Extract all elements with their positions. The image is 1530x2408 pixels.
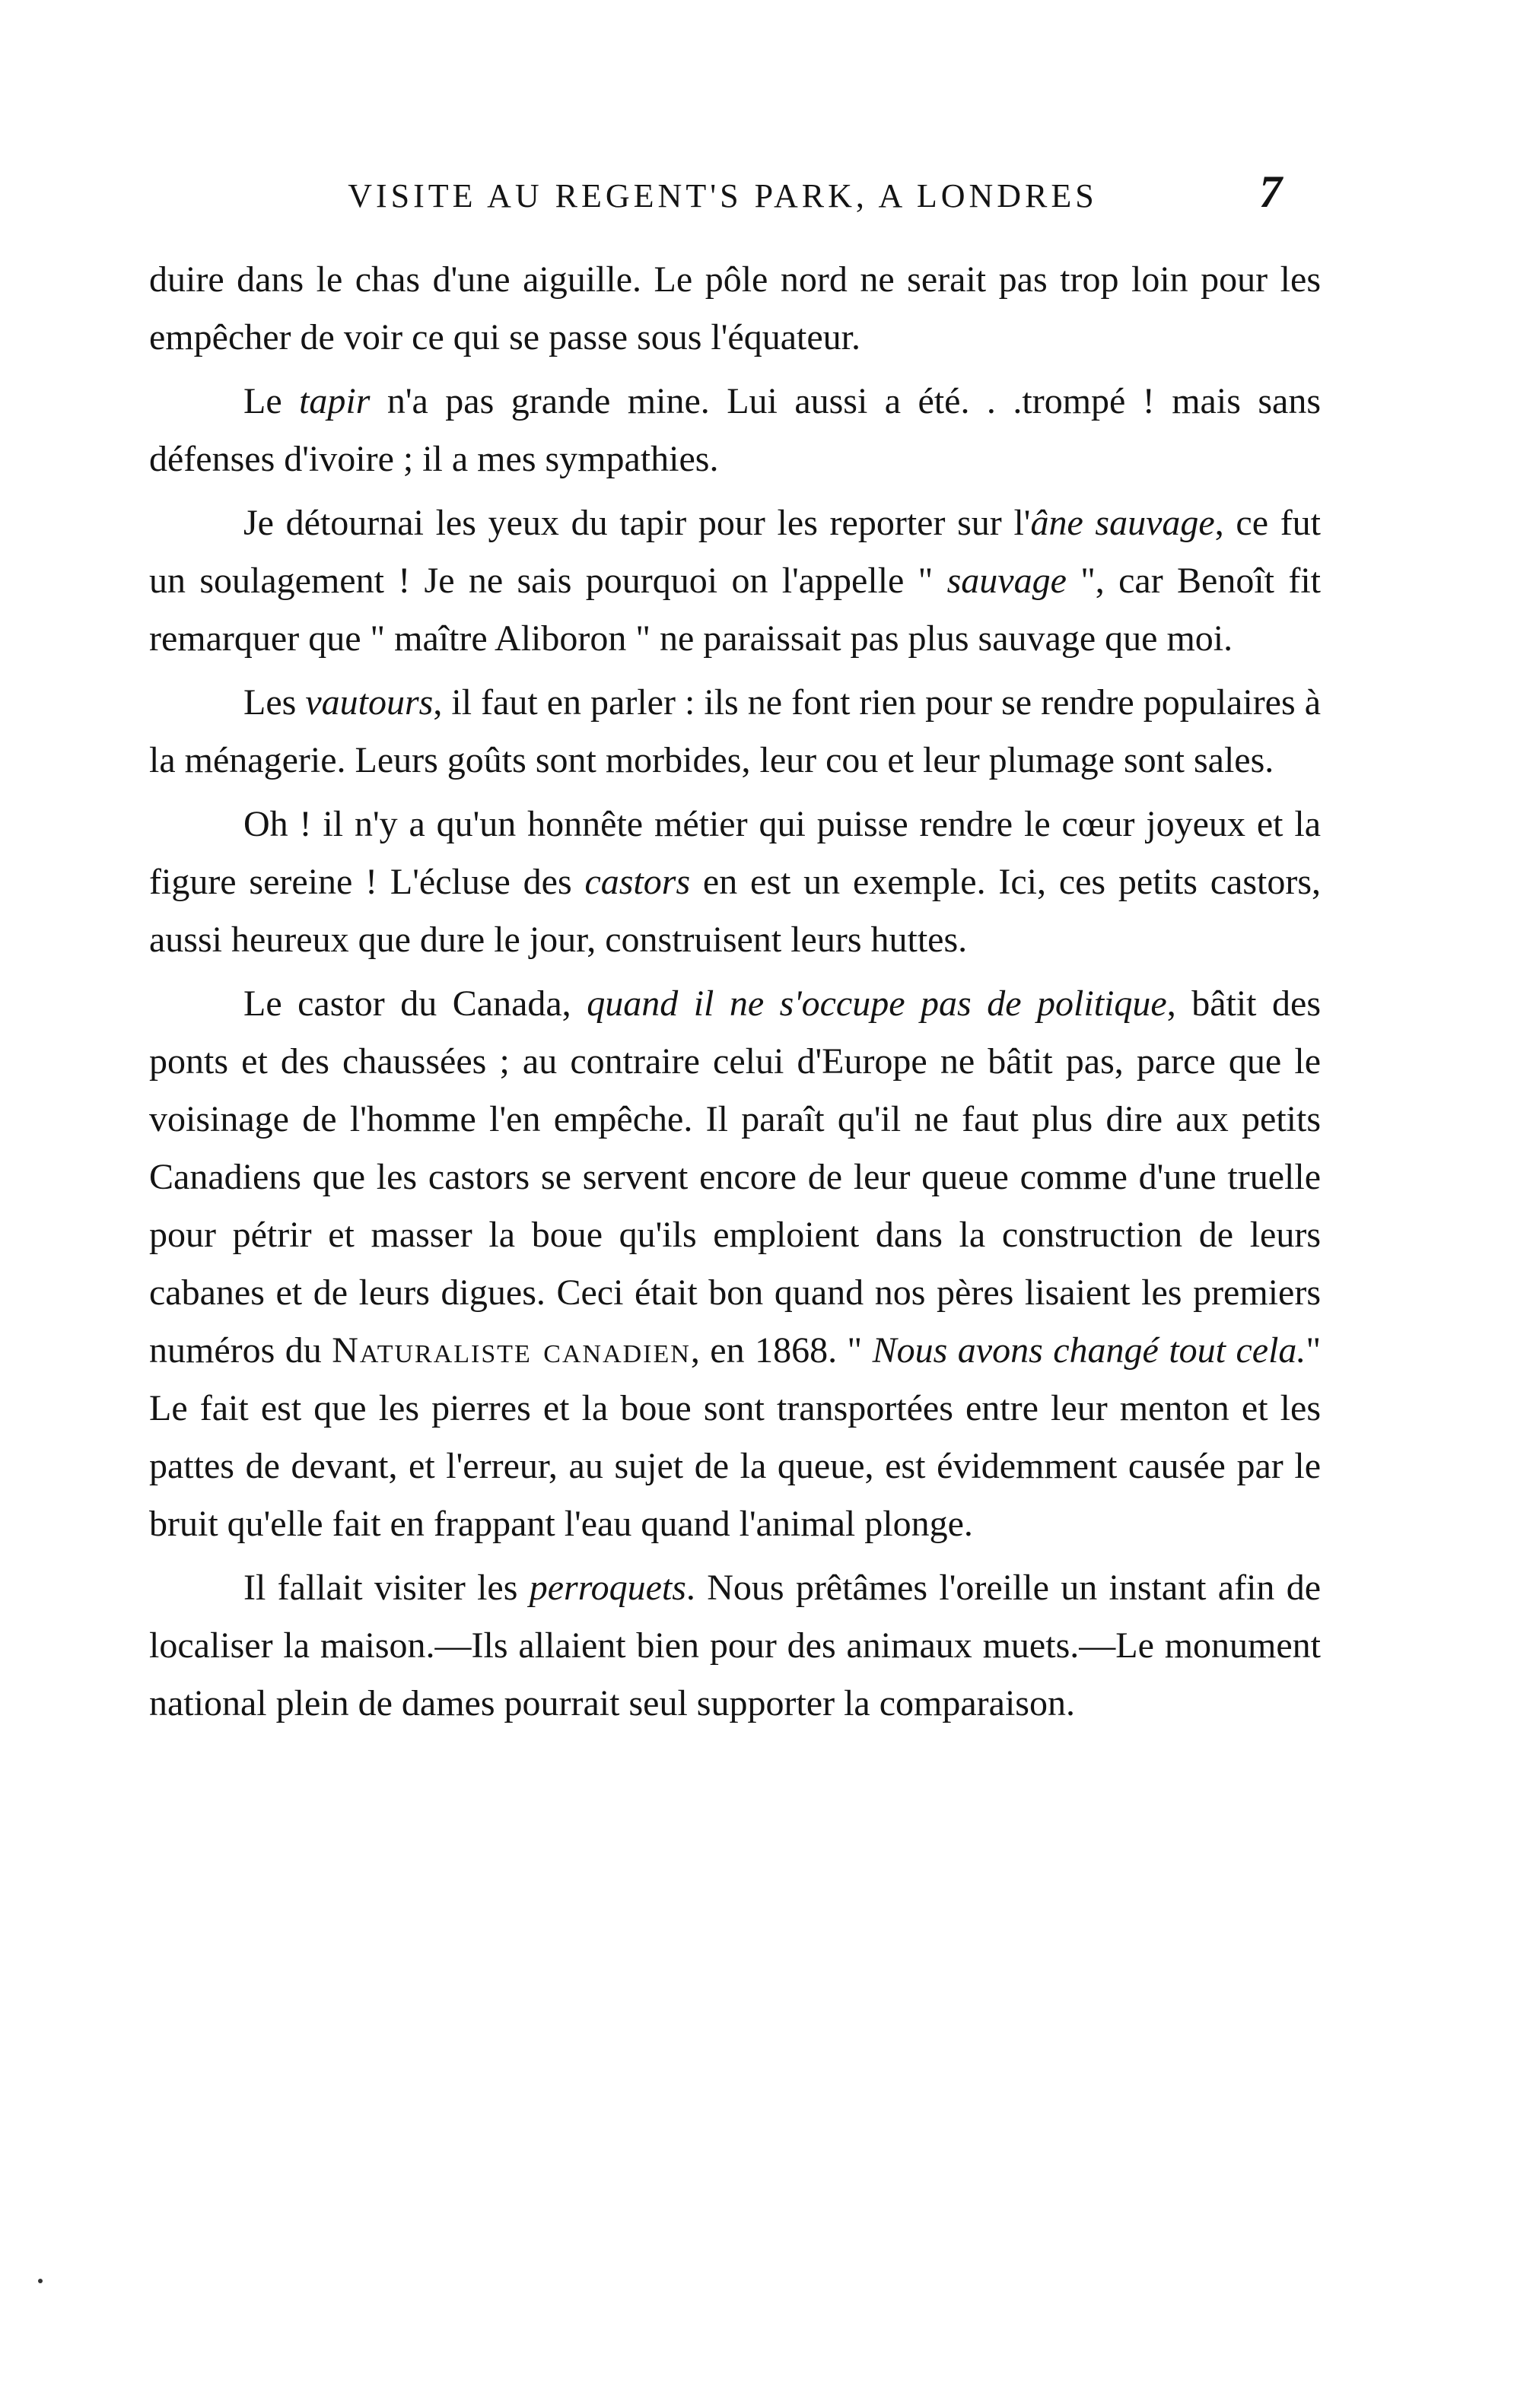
italic-text: tapir [299, 381, 371, 421]
text-run: Les [243, 682, 306, 723]
paragraph [149, 1559, 1321, 1733]
italic-text: quand il ne s'occupe pas de politique [587, 983, 1167, 1024]
text-run: . Nous prêtâmes l'oreille un instant afin de localiser la maison.—Ils allaient bien pour des animaux muets.—Le monument national plein de dames pourrait seul supporter la comparaison. [149, 1568, 1321, 1723]
paragraph [149, 251, 1321, 367]
italic-text: vautours [305, 682, 434, 723]
text-run: Oh ! il n'y a qu'un honnête métier qui puisse rendre le cœur joyeux et la figure sereine ! L'écluse des [149, 804, 1321, 902]
text-run: Le [243, 381, 300, 421]
text-run: ", car Benoît fit remarquer que " maître Aliboron " ne paraissait pas plus sauvage que moi. [149, 561, 1321, 659]
italic-text: Nous avons changé tout cela. [872, 1330, 1306, 1371]
text-run: Le castor du Canada, [243, 983, 587, 1024]
paragraph [149, 796, 1321, 969]
text-run: , ce fut un soulagement ! Je ne sais pourquoi on l'appelle " [149, 503, 1322, 601]
text-run: , il faut en parler : ils ne font rien pour se rendre populaires à la ménagerie. Leurs goûts sont morbides, leur cou et leur plumage sont sales. [149, 682, 1322, 780]
body-text [149, 251, 1321, 1733]
italic-text: sauvage [946, 561, 1067, 601]
paragraph [149, 975, 1321, 1553]
italic-text: castors [584, 862, 691, 902]
paragraph [149, 674, 1321, 789]
text-run: n'a pas grande mine. Lui aussi a été. . .trompé ! mais sans défenses d'ivoire ; il a mes sympathies. [149, 381, 1321, 479]
running-title: VISITE AU REGENT'S PARK, A LONDRES [348, 177, 1098, 214]
text-run: , bâtit des ponts et des chaussées ; au contraire celui d'Europe ne bâtit pas, parce que le voisinage de l'homme l'en empêche. Il paraît qu'il ne faut plus dire aux petits Canadiens que les castors se servent encore de leur queue comme d'une truelle pour pétrir et masser la boue qu'ils emploient dans la construction de leurs cabanes et de leurs digues. Ceci était bon quand nos pères lisaient les premiers numéros du [149, 983, 1321, 1371]
text-run: duire dans le chas d'une aiguille. Le pôle nord ne serait pas trop loin pour les empêcher de voir ce qui se passe sous l'équateur. [149, 259, 1321, 357]
text-run: Je détournai les yeux du tapir pour les reporter sur l' [243, 503, 1031, 543]
text-run: Il fallait visiter les [243, 1568, 530, 1608]
italic-text: perroquets [529, 1568, 686, 1608]
smallcaps-text: Naturaliste canadien [332, 1330, 691, 1371]
print-speck [38, 2279, 43, 2283]
paragraph [149, 494, 1321, 668]
italic-text: âne sauvage [1030, 503, 1215, 543]
text-run: , en 1868. " [690, 1330, 873, 1371]
text-run: " Le fait est que les pierres et la boue sont transportées entre leur menton et les pattes de devant, et l'erreur, au sujet de la queue, est évidemment causée par le bruit qu'elle fait en frappant l'eau quand l'animal plonge. [149, 1330, 1322, 1544]
text-run: en est un exemple. Ici, ces petits castors, aussi heureux que dure le jour, construisent leurs huttes. [149, 862, 1322, 960]
paragraph [149, 373, 1321, 488]
page-number: 7 [1259, 167, 1282, 217]
